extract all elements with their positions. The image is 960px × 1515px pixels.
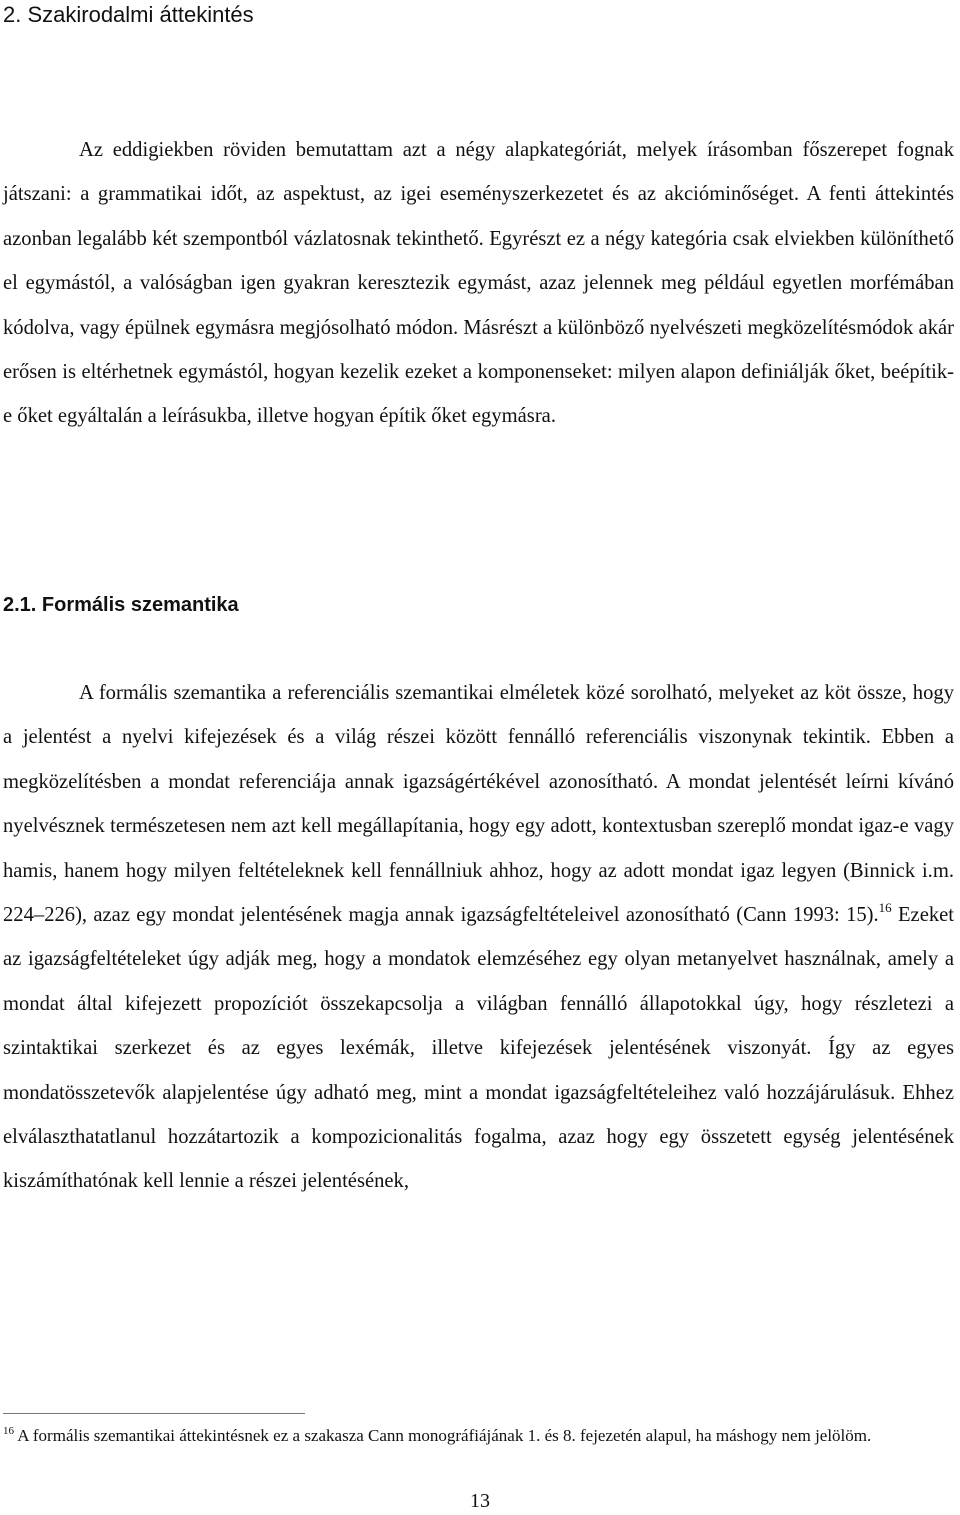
- footnote: [3, 1425, 954, 1447]
- body-paragraph-1: Az eddigiekben röviden bemutattam azt a négy alapkategóriát, melyek írásomban főszerepet fognak játszani: a grammatikai időt, az aspektust, az igei eseményszerkezetet és az akcióminőséget. A fenti áttekintés azonban legalább két szempontból vázlatosnak tekinthető. Egyrészt ez a négy kategória csak elviekben különíthető el egymástól, a valóságban igen gyakran keresztezik egymást, azaz jelennek meg például egyetlen morfémában kódolva, vagy épülnek egymásra megjósolható módon. Másrészt a különböző nyelvészeti megközelítésmódok akár erősen is eltérhetnek egymástól, hogyan kezelik ezeket a komponenseket: milyen alapon definiálják őket, beépítik-e őket egyáltalán a leírásukba, illetve hogyan építik őket egymásra.: [3, 139, 954, 428]
- chapter-heading: 2. Szakirodalmi áttekintés: [3, 2, 254, 27]
- footnote-number: 16: [3, 1425, 14, 1437]
- paragraph-text-before-note: A formális szemantika a referenciális szemantikai elméletek közé sorolható, melyeket az köt össze, hogy a jelentést a nyelvi kifejezések és a világ részei között fennálló referenciális viszonynak tekintik. Ebben a megközelítésben a mondat referenciája annak igazságértékével azonosítható. A mondat jelentését leírni kívánó nyelvésznek természetesen nem azt kell megállapítania, hogy egy adott, kontextusban szereplő mondat igaz-e vagy hamis, hanem hogy milyen feltételeknek kell fennállniuk ahhoz, hogy az adott mondat igaz legyen (Binnick i.m. 224–226), azaz egy mondat jelentésének magja annak igazságfeltételeivel azonosítható (Cann 1993: 15).: [3, 682, 954, 927]
- footnote-separator: [3, 1413, 305, 1414]
- body-paragraph-2: [3, 671, 954, 1204]
- page-number: 13: [470, 1490, 490, 1512]
- footnote-reference[interactable]: 16: [878, 900, 892, 916]
- paragraph-text-after-note: Ezeket az igazságfeltételeket úgy adják meg, hogy a mondatok elemzéséhez egy olyan metanyelvet használnak, amely a mondat által kifejezett propozíciót összekapcsolja a világban fennálló állapotokkal úgy, hogy részletezi a szintaktikai szerkezet és az egyes lexémák, illetve kifejezések jelentésének viszonyát. Így az egyes mondatösszetevők alapjelentése úgy adható meg, mint a mondat igazságfeltételeihez való hozzájárulásuk. Ehhez elválaszthatatlanul hozzátartozik a kompozicionalitás fogalma, azaz hogy egy összetett egység jelentésének kiszámíthatónak kell lennie a részei jelentésének,: [3, 904, 954, 1193]
- section-heading: 2.1. Formális szemantika: [3, 594, 239, 616]
- footnote-text: A formális szemantikai áttekintésnek ez a szakasza Cann monográfiájának 1. és 8. fejezetén alapul, ha máshogy nem jelölöm.: [14, 1426, 872, 1445]
